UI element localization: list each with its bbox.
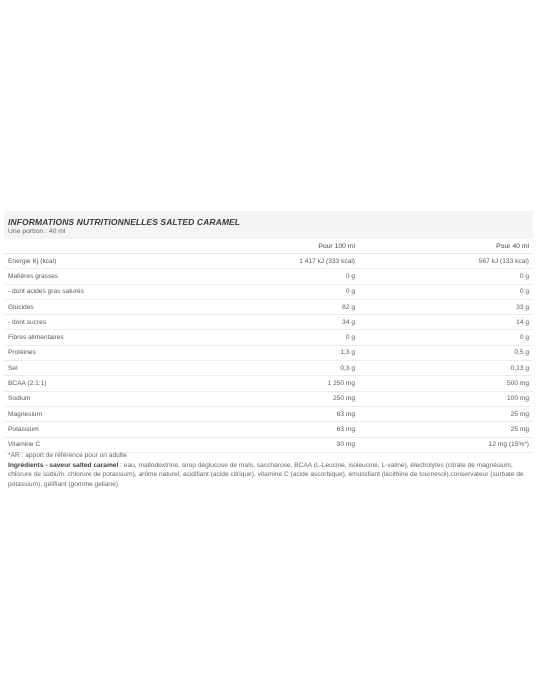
- table-row: [4, 299, 533, 314]
- nutrient-label: Vitamine C: [4, 437, 248, 452]
- nutrient-label: Fibres alimentaires: [4, 330, 248, 345]
- column-header-per100: Pour 100 ml: [248, 239, 359, 254]
- nutrient-label: Sel: [4, 361, 248, 376]
- nutrient-label: Protéines: [4, 345, 248, 360]
- value-per100: 63 mg: [248, 406, 359, 421]
- value-per100: 0 g: [248, 330, 359, 345]
- value-per100: 34 g: [248, 315, 359, 330]
- table-row: [4, 391, 533, 406]
- value-per40: 0 g: [359, 330, 533, 345]
- value-per40: 33 g: [359, 299, 533, 314]
- value-per40: 567 kJ (133 kcal): [359, 254, 533, 269]
- value-per40: 14 g: [359, 315, 533, 330]
- table-row: [4, 315, 533, 330]
- ingredients-block: [4, 459, 533, 490]
- nutrition-panel: [4, 211, 533, 490]
- table-row: [4, 406, 533, 421]
- value-per100: 82 g: [248, 299, 359, 314]
- value-per100: 63 mg: [248, 422, 359, 437]
- value-per100: 1 250 mg: [248, 376, 359, 391]
- nutrient-label: Potassium: [4, 422, 248, 437]
- nutrient-label: Magnesium: [4, 406, 248, 421]
- ingredients-text: : eau, maltodextrine, sirop déglucose de maïs, saccharose, BCAA (L-Leucine, isoleucine, L-valine), électrolytes (citrate de magnésium, chlorure de sodium, chlorure de potassium), arôme naturel, acidifiant (acide citrique), vitamine C (acide ascorbique), émulsifiant (lécithine de tournesol),conservateur (sorbate de potassium), gélifiant (gomme gellane): [8, 461, 524, 489]
- value-per40: 100 mg: [359, 391, 533, 406]
- value-per100: 30 mg: [248, 437, 359, 452]
- nutrient-label: Sodium: [4, 391, 248, 406]
- table-row: [4, 284, 533, 299]
- nutrient-label: Glucides: [4, 299, 248, 314]
- nutrient-label: Matières grasses: [4, 269, 248, 284]
- table-row: [4, 437, 533, 452]
- nutrient-label: Energie Kj (kcal): [4, 254, 248, 269]
- column-header-per40: Pour 40 ml: [359, 239, 533, 254]
- value-per40: 0 g: [359, 269, 533, 284]
- value-per40: 12 mg (15%*): [359, 437, 533, 452]
- nutrition-table: [4, 239, 533, 453]
- reference-footnote: *AR : apport de référence pour un adulte: [8, 451, 127, 459]
- table-row: [4, 330, 533, 345]
- nutrient-label: BCAA (2:1:1): [4, 376, 248, 391]
- table-row: [4, 254, 533, 269]
- nutrition-title: INFORMATIONS NUTRITIONNELLES SALTED CARAMEL: [8, 217, 241, 227]
- nutrition-header: [4, 211, 533, 239]
- table-row: [4, 345, 533, 360]
- value-per100: 1 417 kJ (333 kcal): [248, 254, 359, 269]
- value-per100: 0,3 g: [248, 361, 359, 376]
- value-per100: 0 g: [248, 269, 359, 284]
- value-per100: 250 mg: [248, 391, 359, 406]
- table-row: [4, 376, 533, 391]
- table-row: [4, 361, 533, 376]
- value-per40: 500 mg: [359, 376, 533, 391]
- nutrient-label: - dont acides gras saturés: [4, 284, 248, 299]
- table-header-row: [4, 239, 533, 254]
- value-per40: 25 mg: [359, 422, 533, 437]
- value-per100: 0 g: [248, 284, 359, 299]
- value-per100: 1,3 g: [248, 345, 359, 360]
- value-per40: 25 mg: [359, 406, 533, 421]
- value-per40: 0 g: [359, 284, 533, 299]
- value-per40: 0,5 g: [359, 345, 533, 360]
- nutrient-label: - dont sucres: [4, 315, 248, 330]
- column-header-nutrient: [4, 239, 248, 254]
- table-row: [4, 422, 533, 437]
- portion-size: Une portion : 40 ml: [8, 228, 66, 235]
- value-per40: 0,13 g: [359, 361, 533, 376]
- ingredients-label: Ingrédients - saveur salted caramel: [8, 461, 119, 469]
- table-row: [4, 269, 533, 284]
